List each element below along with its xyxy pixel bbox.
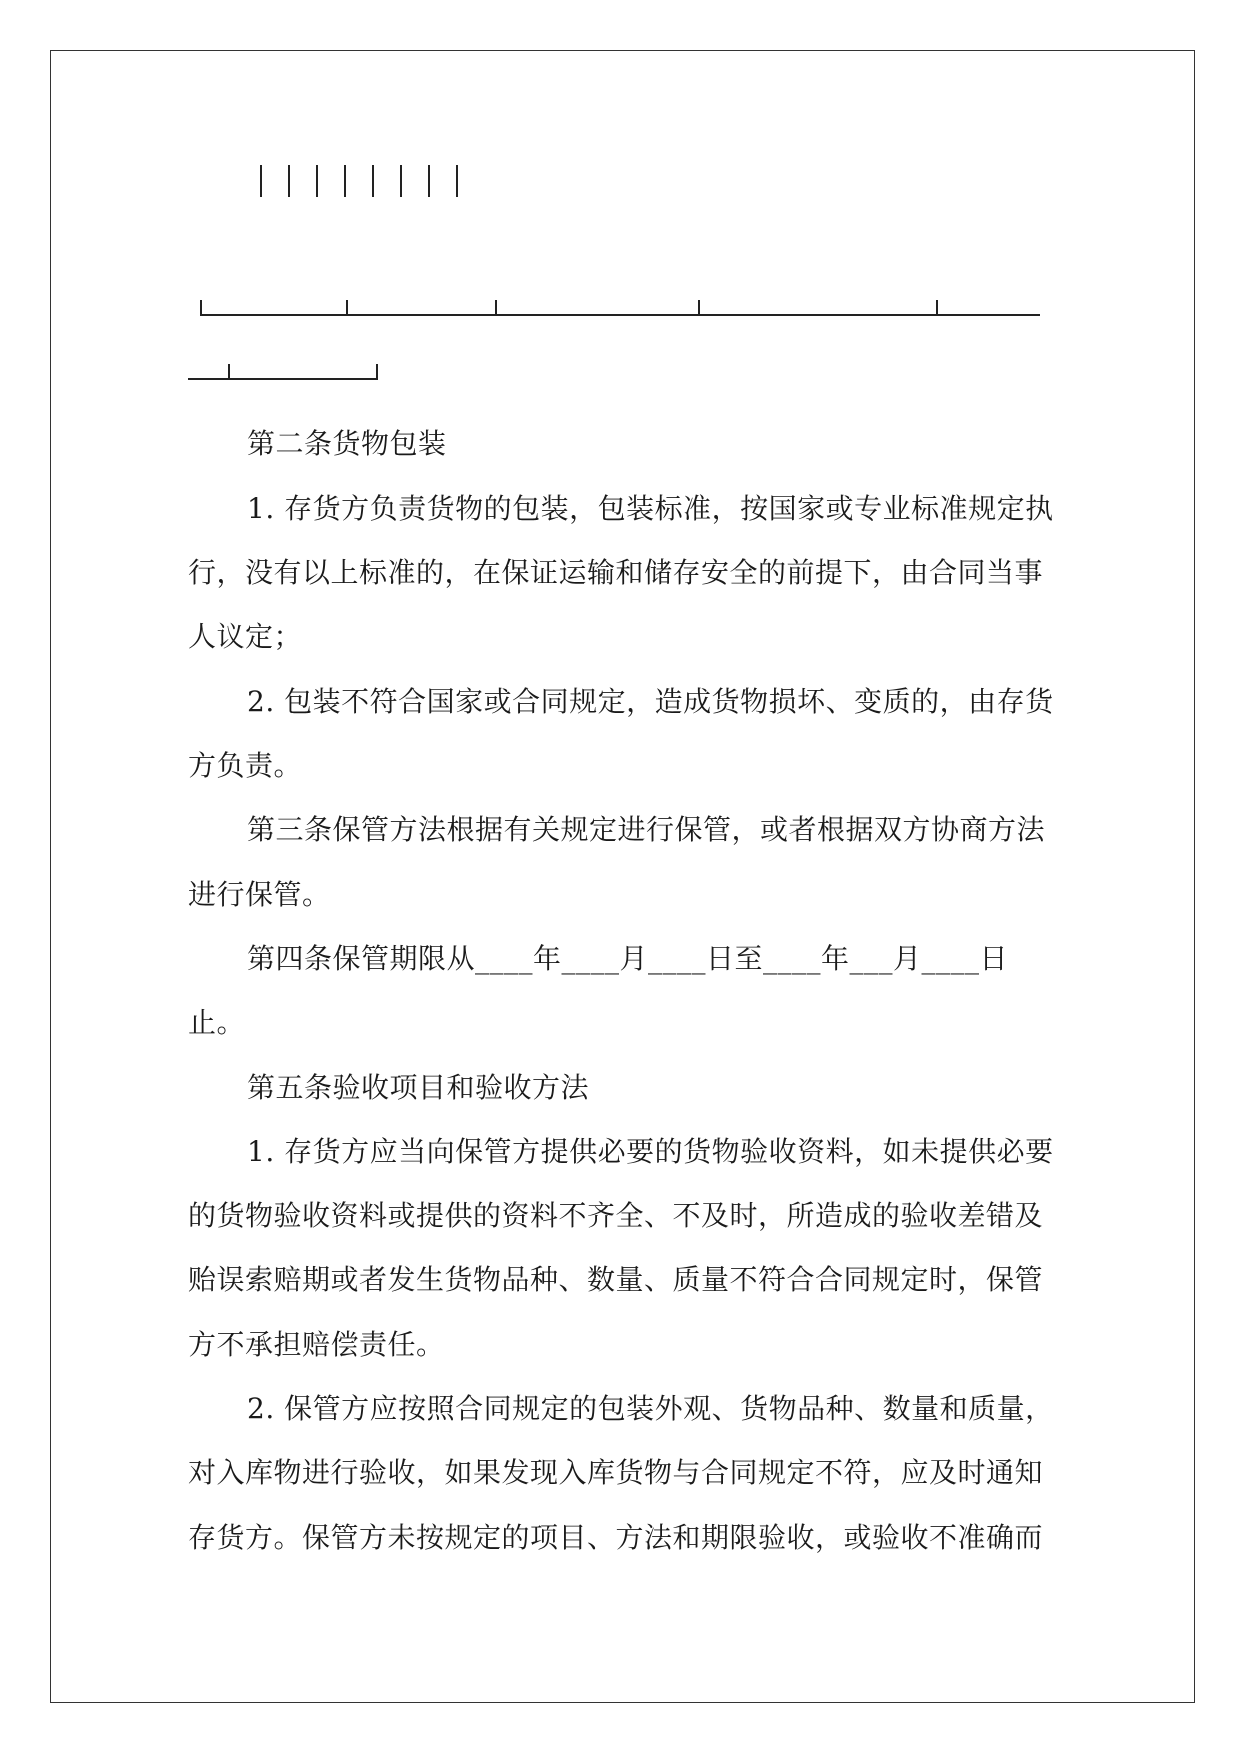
table-rule-tick — [228, 364, 230, 380]
article-5-heading: 第五条验收项目和验收方法 — [247, 1071, 590, 1104]
table-rule-line — [188, 378, 378, 380]
paragraph-line: 方不承担赔偿责任。 — [188, 1328, 445, 1361]
paragraph-line: 存货方。保管方未按规定的项目、方法和期限验收，或验收不准确而 — [188, 1521, 1044, 1554]
table-rule-tick — [698, 300, 700, 316]
table-rule-tick — [346, 300, 348, 316]
paragraph-line: 止。 — [188, 1006, 246, 1039]
paragraph-line: 贻误索赔期或者发生货物品种、数量、质量不符合合同规定时，保管 — [188, 1263, 1044, 1296]
table-bottom-rule-continued — [188, 360, 380, 380]
paragraph-line: 对入库物进行验收，如果发现入库货物与合同规定不符，应及时通知 — [188, 1456, 1044, 1489]
article-3-text: 第三条保管方法根据有关规定进行保管，或者根据双方协商方法 — [247, 813, 1046, 846]
paragraph-line: 行，没有以上标准的，在保证运输和储存安全的前提下，由合同当事 — [188, 556, 1044, 589]
paragraph-line: 2. 包装不符合国家或合同规定，造成货物损坏、变质的，由存货 — [247, 685, 1054, 718]
table-rule-tick — [495, 300, 497, 316]
article-4-text: 第四条保管期限从____年____月____日至____年___月____日 — [247, 942, 1009, 975]
table-column-separator — [260, 165, 262, 197]
paragraph-line: 人议定； — [188, 620, 303, 653]
table-rule-line — [200, 314, 1040, 316]
paragraph-line: 2. 保管方应按照合同规定的包装外观、货物品种、数量和质量， — [247, 1392, 1054, 1425]
table-column-separator — [316, 165, 318, 197]
paragraph-line: 的货物验收资料或提供的资料不齐全、不及时，所造成的验收差错及 — [188, 1199, 1044, 1232]
table-column-separator — [288, 165, 290, 197]
table-column-separator — [456, 165, 458, 197]
table-bottom-rule — [200, 296, 1040, 316]
table-rule-tick — [376, 364, 378, 380]
table-column-separator — [344, 165, 346, 197]
paragraph-line: 方负责。 — [188, 749, 303, 782]
table-column-separator — [428, 165, 430, 197]
table-column-separator — [400, 165, 402, 197]
table-column-separator — [372, 165, 374, 197]
paragraph-line: 进行保管。 — [188, 878, 331, 911]
paragraph-line: 1. 存货方应当向保管方提供必要的货物验收资料，如未提供必要 — [247, 1135, 1054, 1168]
paragraph-line: 1. 存货方负责货物的包装，包装标准，按国家或专业标准规定执 — [247, 492, 1054, 525]
table-rule-tick — [936, 300, 938, 316]
article-2-heading: 第二条货物包装 — [247, 427, 447, 460]
